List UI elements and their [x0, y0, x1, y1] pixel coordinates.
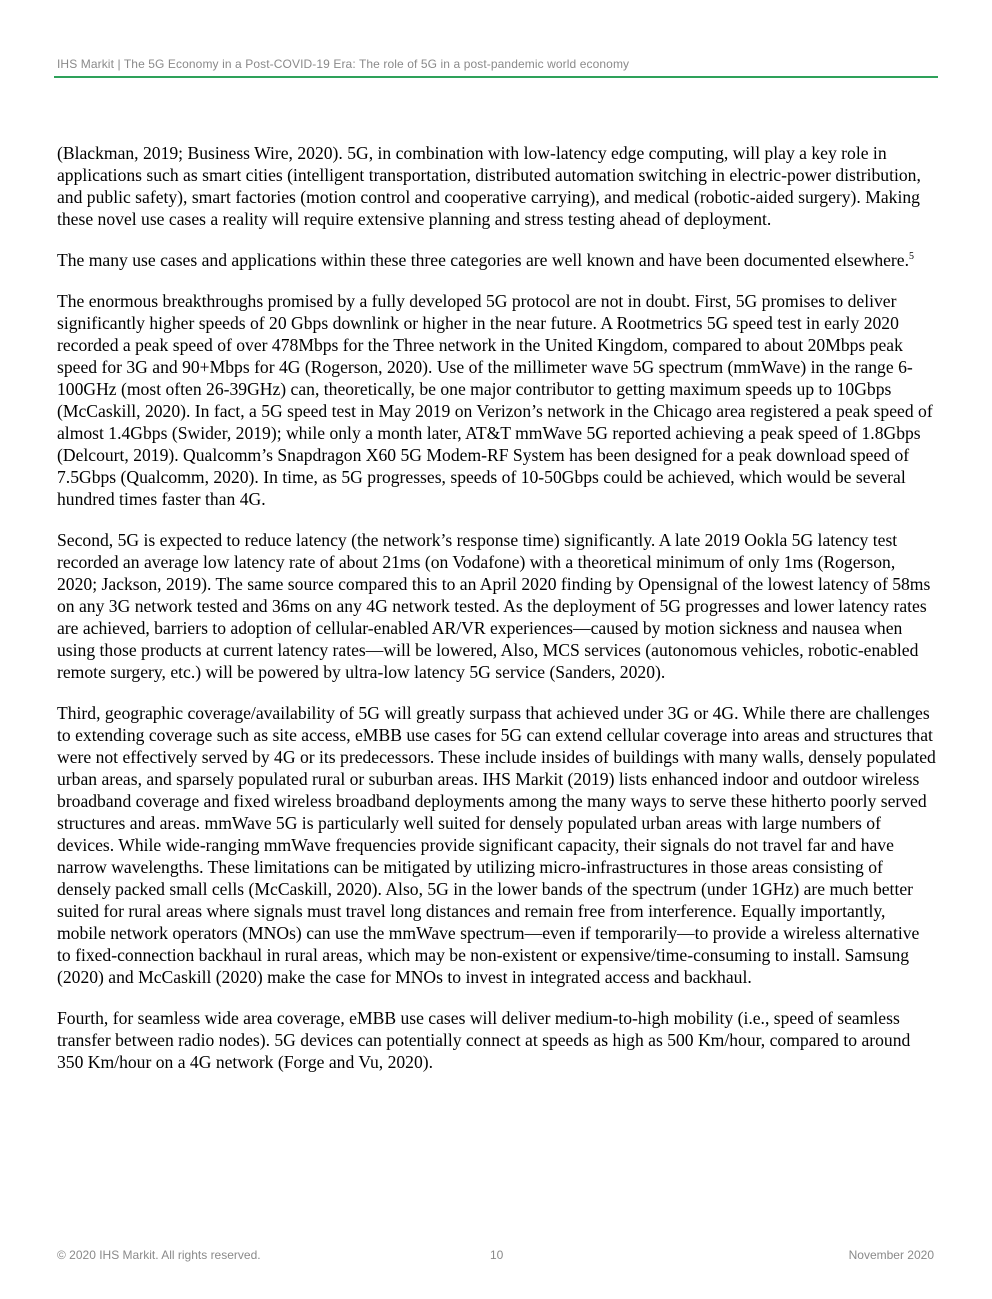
footer-date: November 2020: [848, 1248, 934, 1262]
body-text: [57, 142, 937, 1092]
paragraph-3: The enormous breakthroughs promised by a fully developed 5G protocol are not in doubt. First, 5G promises to deliver significantly higher speeds of 20 Gbps downlink or higher in the near future. A Rootmetrics 5G speed test in early 2020 recorded a peak speed of over 478Mbps for the Three network in the United Kingdom, compared to about 20Mbps peak speed for 3G and 90+Mbps for 4G (Rogerson, 2020). Use of the millimeter wave 5G spectrum (mmWave) in the range 6-100GHz (most often 26-39GHz) can, theoretically, be one major contributor to getting maximum speeds up to 10Gbps (McCaskill, 2020). In fact, a 5G speed test in May 2019 on Verizon’s network in the Chicago area registered a peak speed of almost 1.4Gbps (Swider, 2019); while only a month later, AT&T mmWave 5G reported achieving a peak speed of 1.8Gbps (Delcourt, 2019). Qualcomm’s Snapdragon X60 5G Modem-RF System has been designed for a peak download speed of 7.5Gbps (Qualcomm, 2020). In time, as 5G progresses, speeds of 10-50Gbps could be achieved, which would be several hundred times faster than 4G.: [57, 291, 933, 509]
paragraph-4: Second, 5G is expected to reduce latency (the network’s response time) significantly. A late 2019 Ookla 5G latency test recorded an average low latency rate of about 21ms (on Vodafone) with a theoretical minimum of only 1ms (Rogerson, 2020; Jackson, 2019). The same source compared this to an April 2020 finding by Opensignal of the lowest latency of 58ms on any 3G network tested and 36ms on any 4G network tested. As the deployment of 5G progresses and lower latency rates are achieved, barriers to adoption of cellular-enabled AR/VR experiences—caused by motion sickness and nausea when using those products at current latency rates—will be lowered, Also, MCS services (autonomous vehicles, robotic-enabled remote surgery, etc.) will be powered by ultra-low latency 5G service (Sanders, 2020).: [57, 530, 931, 682]
footer-copyright: © 2020 IHS Markit. All rights reserved.: [57, 1248, 261, 1262]
paragraph-6: Fourth, for seamless wide area coverage, eMBB use cases will deliver medium-to-high mobility (i.e., speed of seamless transfer between radio nodes). 5G devices can potentially connect at speeds as high as 500 Km/hour, compared to around 350 Km/hour on a 4G network (Forge and Vu, 2020).: [57, 1008, 911, 1072]
paragraph-1: (Blackman, 2019; Business Wire, 2020). 5G, in combination with low-latency edge computing, will play a key role in applications such as smart cities (intelligent transportation, distributed automation switching in electric-power distribution, and public safety), smart factories (motion control and cooperative carrying), and medical (robotic-aided surgery). Making these novel use cases a reality will require extensive planning and stress testing ahead of deployment.: [57, 143, 921, 229]
paragraph-2: [57, 249, 937, 271]
paragraph-2-text: The many use cases and applications within these three categories are well known and have been documented elsewhere.: [57, 250, 909, 270]
paragraph-5: Third, geographic coverage/availability of 5G will greatly surpass that achieved under 3G or 4G. While there are challenges to extending coverage such as site access, eMBB use cases for 5G can extend cellular coverage into areas and structures that were not effectively served by 4G or its predecessors. These include insides of buildings with many walls, densely populated urban areas, and sparsely populated rural or suburban areas. IHS Markit (2019) lists enhanced indoor and outdoor wireless broadband coverage and fixed wireless broadband deployments among the many ways to serve these hitherto poorly served structures and areas. mmWave 5G is particularly well suited for densely populated urban areas with large numbers of devices. While wide-ranging mmWave frequencies provide significant capacity, their signals do not travel far and have narrow wavelengths. These limitations can be mitigated by utilizing micro-infrastructures in those areas consisting of densely packed small cells (McCaskill, 2020). Also, 5G in the lower bands of the spectrum (under 1GHz) are much better suited for rural areas where signals must travel long distances and remain free from interference. Equally importantly, mobile network operators (MNOs) can use the mmWave spectrum—even if temporarily—to provide a wireless alternative to fixed-connection backhaul in rural areas, which may be non-existent or expensive/time-consuming to install. Samsung (2020) and McCaskill (2020) make the case for MNOs to invest in integrated access and backhaul.: [57, 703, 936, 987]
header-divider: [54, 76, 938, 78]
running-header: IHS Markit | The 5G Economy in a Post-COVID-19 Era: The role of 5G in a post-pandemic world economy: [57, 57, 630, 71]
footnote-ref[interactable]: 5: [909, 251, 914, 263]
page-number: 10: [490, 1248, 504, 1262]
